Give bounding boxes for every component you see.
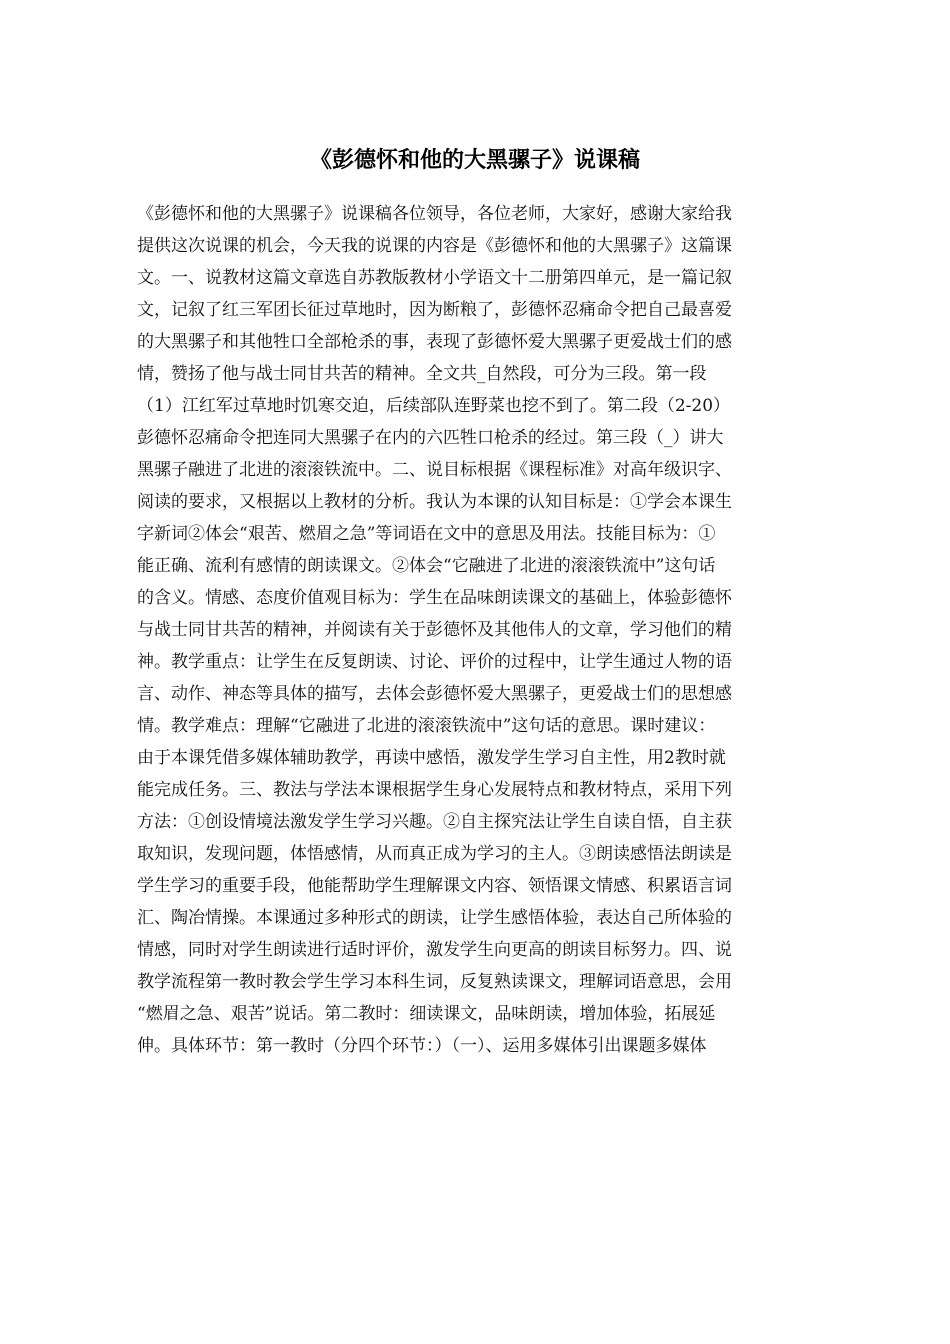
text-line: 能完成任务。三、教法与学法本课根据学生身心发展特点和教材特点，采用下列 bbox=[137, 780, 732, 800]
text-line: 汇、陶冶情操。本课通过多种形式的朗读，让学生感悟体验，表达自己所体验的 bbox=[137, 908, 732, 928]
text-line: 伸。具体环节：第一教时（分四个环节：）（一）、运用多媒体引出课题多媒体 bbox=[137, 1036, 707, 1056]
text-line: 情。教学难点：理解“它融进了北进的滚滚铁流中”这句话的意思。课时建议： bbox=[137, 716, 716, 736]
text-line: 由于本课凭借多媒体辅助教学，再读中感悟，激发学生学习自主性，用2教时就 bbox=[137, 748, 726, 768]
text-line: （1）江红军过草地时饥寒交迫，后续部队连野菜也挖不到了。第二段（2-20） bbox=[137, 396, 731, 416]
document-title: 《彭德怀和他的大黑骡子》说课稿 bbox=[309, 148, 640, 173]
text-line: 神。教学重点：让学生在反复朗读、讨论、评价的过程中，让学生通过人物的语 bbox=[137, 652, 732, 672]
text-line: 言、动作、神态等具体的描写，去体会彭德怀爱大黑骡子，更爱战士们的思想感 bbox=[137, 684, 732, 704]
text-line: 的含义。情感、态度价值观目标为：学生在品味朗读课文的基础上，体验彭德怀 bbox=[137, 588, 732, 608]
text-line: 能正确、流利有感情的朗读课文。②体会“它融进了北进的滚滚铁流中”这句话 bbox=[137, 556, 716, 576]
text-line: “燃眉之急、艰苦”说话。第二教时：细读课文，品味朗读，增加体验，拓展延 bbox=[137, 1004, 716, 1024]
text-line: 方法：①创设情境法激发学生学习兴趣。②自主探究法让学生自读自悟，自主获 bbox=[137, 812, 732, 832]
document-body bbox=[137, 198, 813, 1062]
text-line: 黑骡子融进了北进的滚滚铁流中。二、说目标根据《课程标准》对高年级识字、 bbox=[137, 460, 732, 480]
text-line: 教学流程第一教时教会学生学习本科生词，反复熟读课文，理解词语意思，会用 bbox=[137, 972, 732, 992]
text-line: 文，记叙了红三军团长征过草地时，因为断粮了，彭德怀忍痛命令把自己最喜爱 bbox=[137, 300, 732, 320]
text-line: 情感，同时对学生朗读进行适时评价，激发学生向更高的朗读目标努力。四、说 bbox=[137, 940, 732, 960]
text-line: 字新词②体会“艰苦、燃眉之急”等词语在文中的意思及用法。技能目标为：① bbox=[137, 524, 716, 544]
text-line: 阅读的要求，又根据以上教材的分析。我认为本课的认知目标是：①学会本课生 bbox=[137, 492, 732, 512]
text-line: 学生学习的重要手段，他能帮助学生理解课文内容、领悟课文情感、积累语言词 bbox=[137, 876, 732, 896]
text-line: 取知识，发现问题，体悟感情，从而真正成为学习的主人。③朗读感悟法朗读是 bbox=[137, 844, 732, 864]
text-line: 的大黑骡子和其他牲口全部枪杀的事，表现了彭德怀爱大黑骡子更爱战士们的感 bbox=[137, 332, 732, 352]
text-line: 与战士同甘共苦的精神，并阅读有关于彭德怀及其他伟人的文章，学习他们的精 bbox=[137, 620, 732, 640]
text-line: 《彭德怀和他的大黑骡子》说课稿各位领导，各位老师，大家好，感谢大家给我 bbox=[137, 204, 732, 224]
text-line: 文。一、说教材这篇文章选自苏教版教材小学语文十二册第四单元，是一篇记叙 bbox=[137, 268, 732, 288]
text-line: 情，赞扬了他与战士同甘共苦的精神。全文共_自然段，可分为三段。第一段 bbox=[137, 364, 707, 384]
text-line: 提供这次说课的机会，今天我的说课的内容是《彭德怀和他的大黑骡子》这篇课 bbox=[137, 236, 732, 256]
text-line: 彭德怀忍痛命令把连同大黑骡子在内的六匹牲口枪杀的经过。第三段（_）讲大 bbox=[137, 428, 724, 448]
